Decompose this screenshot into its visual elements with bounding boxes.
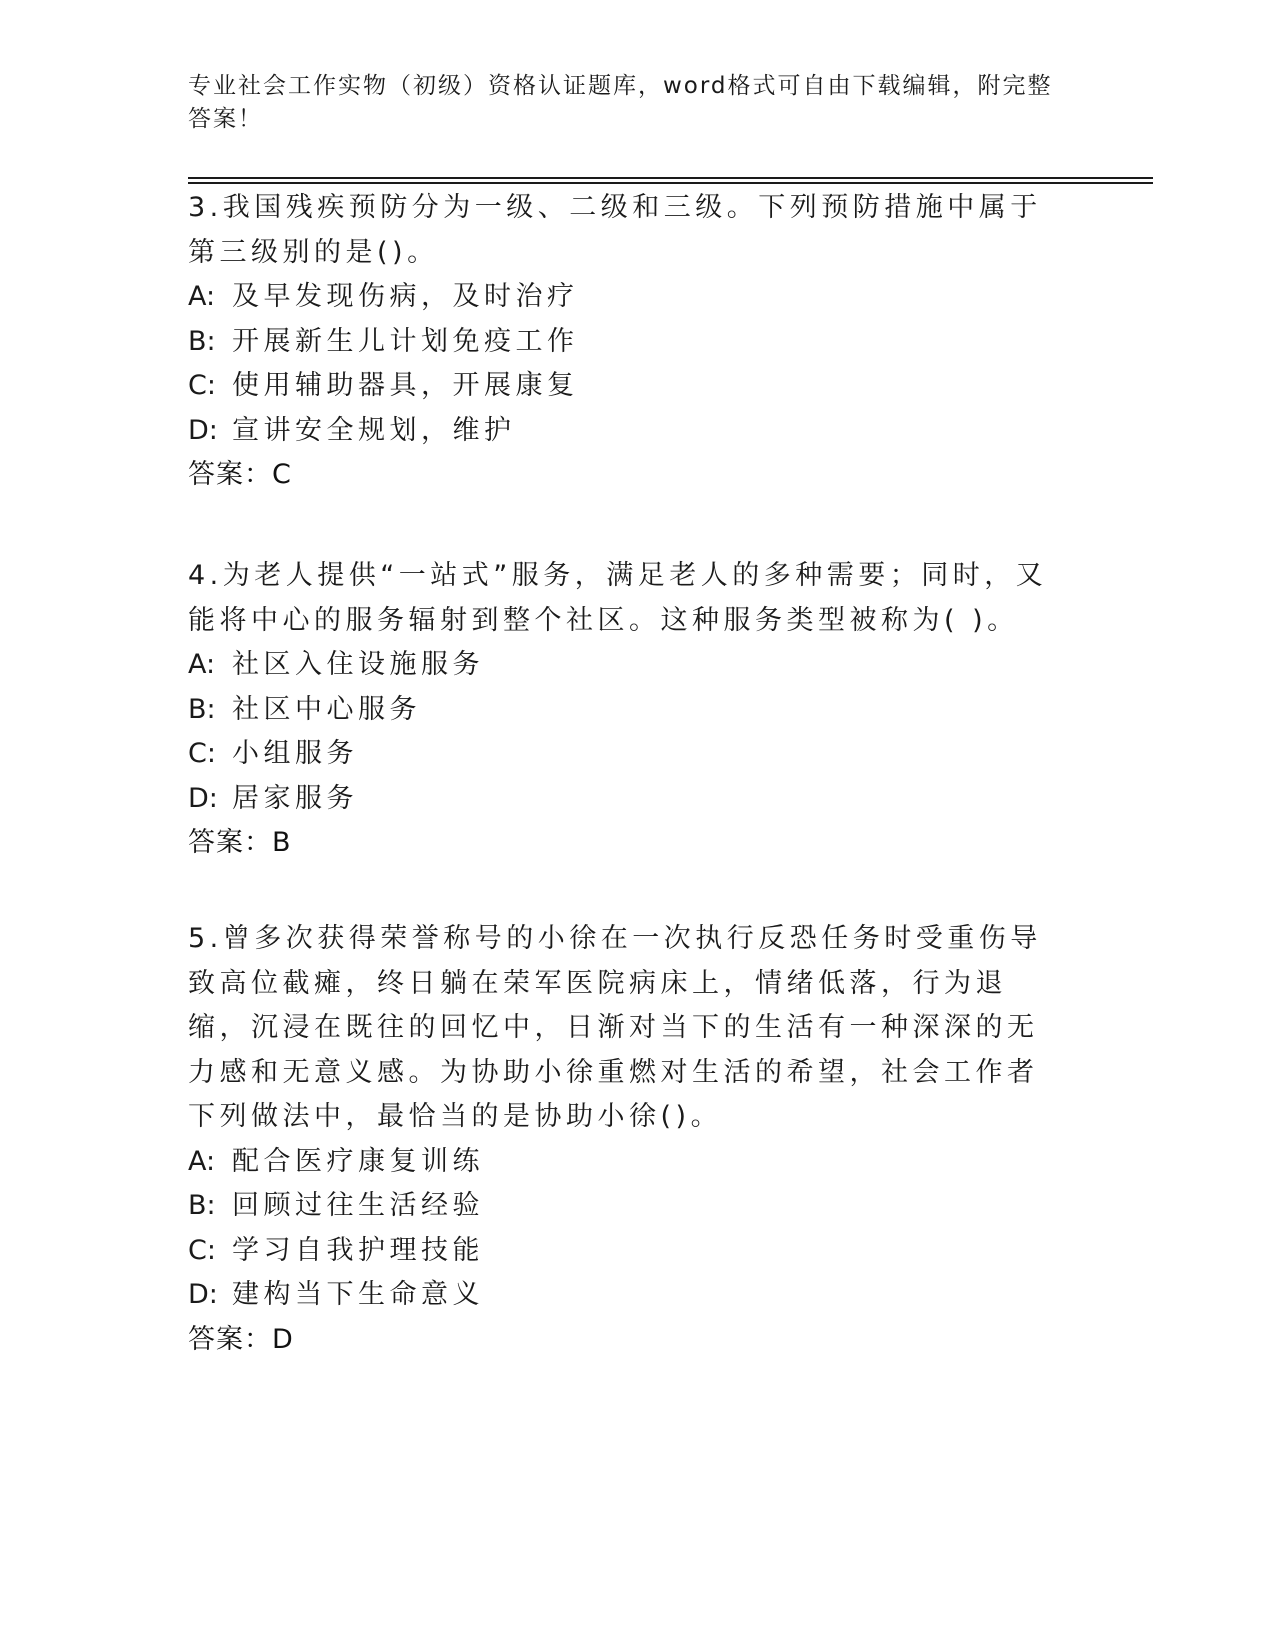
question-3 [188,186,1068,498]
option-c [188,364,1068,409]
option-b [188,688,1068,733]
question-stem: 3.我国残疾预防分为一级、二级和三级。下列预防措施中属于第三级别的是()。 [188,192,1042,268]
option-c [188,732,1068,777]
option-letter: C: [188,1234,216,1266]
document-header: 专业社会工作实物（初级）资格认证题库，word格式可自由下载编辑，附完整答案！ [188,73,1053,132]
option-letter: C: [188,370,216,401]
option-text: 使用辅助器具，开展康复 [232,370,579,401]
option-text: 学习自我护理技能 [232,1234,484,1266]
option-a [188,275,1068,320]
option-d [188,777,1068,822]
header-divider-top [188,177,1153,179]
answer-line: 答案：C [188,459,292,490]
option-d [188,1273,1068,1318]
header-divider-bottom [188,182,1153,184]
answer-line: 答案：B [188,827,292,858]
question-5 [188,917,1068,1362]
option-text: 宣讲安全规划，维护 [232,414,516,446]
option-letter: A: [188,1145,216,1177]
option-letter: A: [188,649,216,680]
option-letter: B: [188,693,216,725]
option-b [188,320,1068,365]
question-stem: 4.为老人提供“一站式”服务，满足老人的多种需要；同时，又能将中心的服务辐射到整个社区。这种服务类型被称为( )。 [188,560,1048,636]
option-text: 小组服务 [232,738,358,769]
option-text: 及早发现伤病，及时治疗 [232,281,579,312]
option-letter: B: [188,1190,216,1221]
option-text: 回顾过往生活经验 [232,1190,484,1221]
option-text: 建构当下生命意义 [232,1279,484,1310]
option-text: 开展新生儿计划免疫工作 [232,325,579,357]
option-text: 社区中心服务 [232,693,421,725]
option-letter: D: [188,414,218,446]
option-letter: B: [188,325,216,357]
option-b [188,1184,1068,1229]
option-a [188,643,1068,688]
option-text: 居家服务 [232,782,358,814]
option-letter: D: [188,1279,218,1310]
option-text: 配合医疗康复训练 [232,1145,484,1177]
option-letter: D: [188,782,218,814]
option-c [188,1229,1068,1274]
question-4 [188,554,1068,866]
option-letter: A: [188,281,216,312]
question-stem: 5.曾多次获得荣誉称号的小徐在一次执行反恐任务时受重伤导致高位截瘫，终日躺在荣军医院病床上，情绪低落，行为退缩，沉浸在既往的回忆中，日渐对当下的生活有一种深深的无力感和无意义感。为协助小徐重燃对生活的希望，社会工作者下列做法中，最恰当的是协助小徐()。 [188,923,1042,1132]
option-letter: C: [188,738,216,769]
answer-line: 答案：D [188,1323,294,1355]
option-text: 社区入住设施服务 [232,649,484,680]
option-a [188,1140,1068,1185]
option-d [188,409,1068,454]
